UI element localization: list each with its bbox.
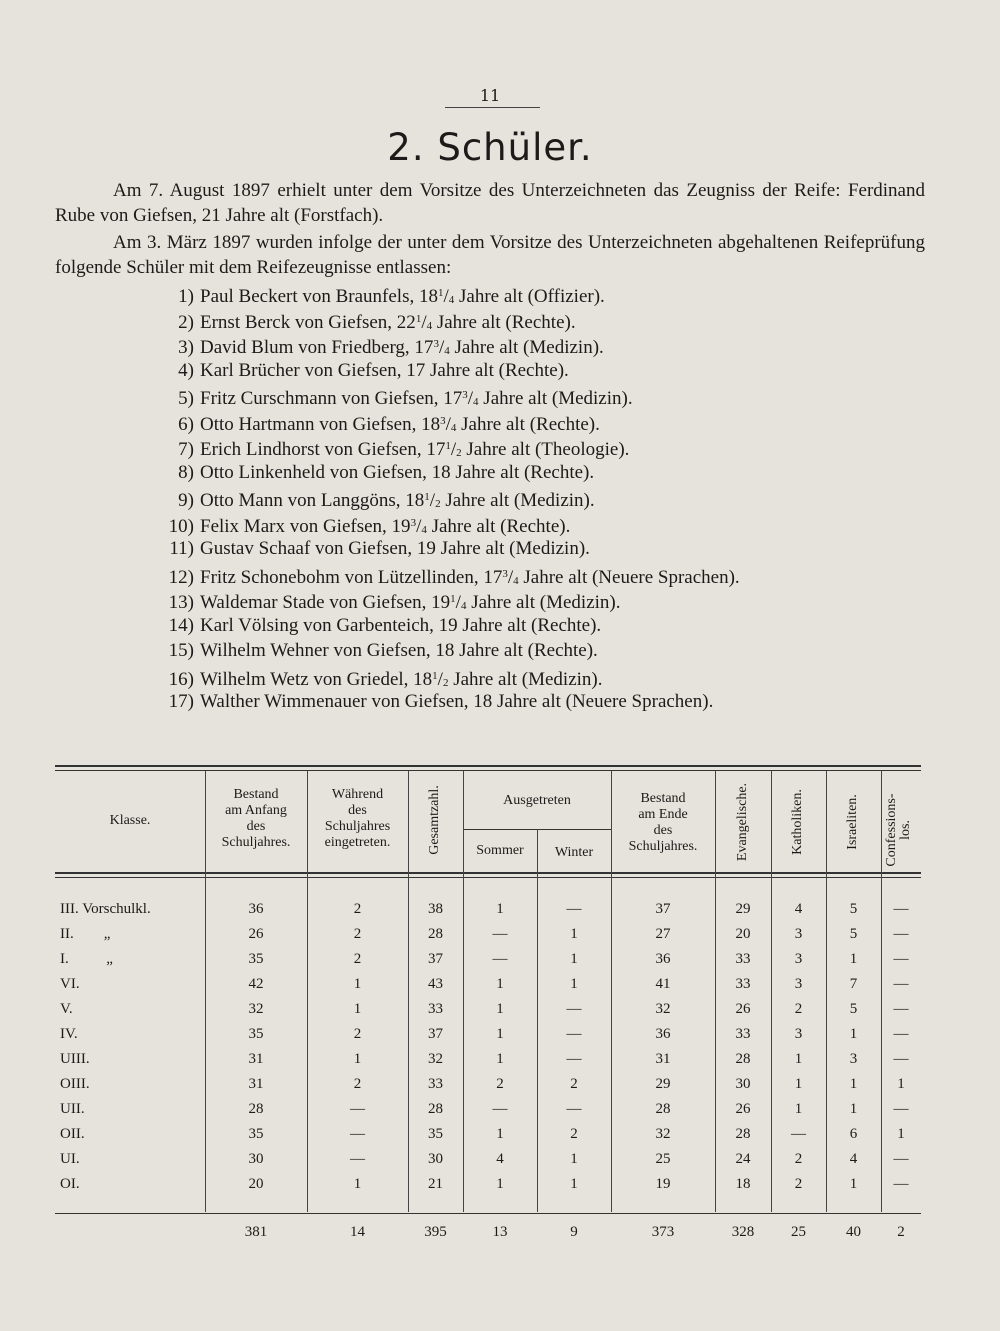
cell-klasse: UI. <box>60 1151 80 1167</box>
cell-klasse: VI. <box>60 976 80 992</box>
cell-eingetreten: 1 <box>353 1001 362 1017</box>
cell-isr: 1 <box>849 1026 858 1042</box>
header-evangelische: Evangelische. <box>735 782 750 862</box>
cell-eingetreten: 1 <box>353 1176 362 1192</box>
list-item-text: Wilhelm Wetz von Griedel, 18 <box>200 668 433 690</box>
total-gesamt: 395 <box>424 1224 447 1240</box>
cell-winter: — <box>566 1001 582 1017</box>
table-row <box>55 1047 921 1072</box>
fraction-denominator: 4 <box>450 421 457 434</box>
fraction-denominator: 4 <box>513 574 519 587</box>
cell-eingetreten: 2 <box>353 926 362 942</box>
fraction-numerator: 3 <box>410 516 417 529</box>
list-item-text: Karl Brücher von Giefsen, 17 Jahre alt (Rechte). <box>200 359 569 381</box>
fraction-numerator: 3 <box>433 338 439 350</box>
cell-ende: 19 <box>655 1176 671 1192</box>
header-line: los. <box>898 820 913 840</box>
cell-evang: 29 <box>735 901 751 917</box>
list-item-number: 4) <box>178 359 194 381</box>
cell-kath: 3 <box>794 951 803 967</box>
cell-klasse: OI. <box>60 1176 80 1192</box>
list-item-text: Fritz Curschmann von Giefsen, 17 <box>200 388 463 409</box>
header-line: des <box>348 803 367 818</box>
list-item: 16) Wilhelm Wetz von Griedel, $18^1/_2$ Jahre alt (Medizin). <box>150 664 740 690</box>
list-item-text: Otto Hartmann von Giefsen, 18 <box>200 413 441 435</box>
cell-evang: 28 <box>735 1126 751 1142</box>
cell-kath: 1 <box>794 1051 803 1067</box>
table-row <box>55 947 921 972</box>
list-item: 3) David Blum von Friedberg, $17^3/_4$ Jahre alt (Medizin). <box>150 332 740 358</box>
list-item-number: 11) <box>169 538 194 559</box>
list-item-text-rest: Jahre alt (Medizin). <box>440 490 595 511</box>
cell-sommer: — <box>492 951 508 967</box>
cell-ende: 32 <box>655 1001 671 1017</box>
cell-gesamt: 37 <box>428 951 443 967</box>
list-item-text-rest: Jahre alt (Neuere Sprachen). <box>518 566 740 588</box>
total-conf: 2 <box>897 1224 905 1240</box>
list-item <box>150 689 740 715</box>
cell-isr: 1 <box>849 1076 858 1092</box>
cell-ende: 36 <box>655 951 671 967</box>
fraction-denominator: 4 <box>448 294 455 306</box>
cell-klasse: UIII. <box>60 1051 90 1067</box>
cell-conf: — <box>893 1026 909 1042</box>
list-item <box>150 536 740 562</box>
table-row <box>55 897 921 922</box>
list-item <box>150 460 740 486</box>
cell-sommer: — <box>492 926 508 942</box>
header-line: Bestand <box>640 791 686 806</box>
list-item-number: 17) <box>168 691 194 712</box>
fraction-numerator: 1 <box>437 287 444 299</box>
list-item-number: 13) <box>168 592 194 613</box>
list-item-text: Otto Mann von Langgöns, 18 <box>200 490 425 511</box>
cell-evang: 18 <box>735 1176 751 1192</box>
cell-anfang: 42 <box>248 976 264 992</box>
cell-sommer: 1 <box>496 976 504 992</box>
list-item-text-rest: Jahre alt (Medizin). <box>466 592 621 613</box>
cell-winter: 1 <box>570 976 578 992</box>
cell-klasse: II. „ <box>60 926 111 942</box>
fraction-numerator: 3 <box>440 414 446 427</box>
fraction-denominator: 2 <box>456 447 462 459</box>
cell-gesamt: 33 <box>428 1076 443 1092</box>
cell-anfang: 30 <box>248 1151 264 1167</box>
cell-gesamt: 32 <box>428 1051 443 1067</box>
cell-gesamt: 35 <box>428 1126 443 1142</box>
student-list <box>150 281 740 715</box>
cell-ende: 31 <box>655 1051 671 1067</box>
cell-winter: 2 <box>570 1126 578 1142</box>
header-israeliten: Israeliten. <box>845 794 860 850</box>
list-item-number: 8) <box>178 461 194 483</box>
fraction-numerator: 1 <box>450 593 456 605</box>
list-item-text-rest: Jahre alt (Offizier). <box>454 286 605 307</box>
cell-gesamt: 38 <box>428 901 443 917</box>
cell-klasse: OIII. <box>60 1076 90 1092</box>
fraction-numerator: 1 <box>415 312 422 325</box>
list-item-text: Felix Marx von Giefsen, 19 <box>200 515 411 537</box>
list-item-text: Karl Völsing von Garbenteich, 19 Jahre alt (Rechte). <box>200 614 602 636</box>
list-item: 2) Ernst Berck von Giefsen, $22^1/_4$ Jahre alt (Rechte). <box>150 307 740 333</box>
table-row <box>55 1097 921 1122</box>
header-line: des <box>246 819 266 834</box>
cell-winter: 2 <box>570 1076 578 1092</box>
cell-evang: 28 <box>735 1051 751 1067</box>
cell-isr: 1 <box>849 1101 858 1117</box>
cell-anfang: 32 <box>248 1001 264 1017</box>
cell-sommer: 1 <box>496 901 504 917</box>
list-item: 7) Erich Lindhorst von Giefsen, $17^1/_2$ Jahre alt (Theologie). <box>150 434 740 460</box>
cell-winter: — <box>566 1051 582 1067</box>
list-item <box>150 638 740 664</box>
cell-isr: 1 <box>849 1176 858 1192</box>
list-item-text: David Blum von Friedberg, 17 <box>200 337 434 358</box>
list-item-number: 7) <box>178 439 194 460</box>
cell-winter: 1 <box>570 951 578 967</box>
fraction-denominator: 4 <box>460 600 467 612</box>
header-line: Schuljahres <box>324 819 391 834</box>
header-waehrend-eingetreten <box>307 787 408 851</box>
header-line: Bestand <box>233 787 279 802</box>
cell-kath: 3 <box>794 1026 803 1042</box>
table-row <box>55 1022 921 1047</box>
list-item-number: 15) <box>168 640 194 661</box>
header-line: Schuljahres. <box>221 835 291 850</box>
cell-anfang: 36 <box>248 901 264 917</box>
cell-gesamt: 28 <box>428 926 443 942</box>
table-totals-row <box>55 1220 921 1245</box>
cell-gesamt: 37 <box>428 1026 443 1042</box>
cell-winter: — <box>566 1026 582 1042</box>
list-item-text: Walther Wimmenauer von Giefsen, 18 Jahre alt (Neuere Sprachen). <box>200 691 714 712</box>
cell-winter: — <box>566 1101 582 1117</box>
cell-evang: 26 <box>735 1101 751 1117</box>
total-isr: 40 <box>846 1224 861 1240</box>
cell-kath: 1 <box>794 1101 803 1117</box>
cell-isr: 3 <box>849 1051 858 1067</box>
list-item: 5) Fritz Curschmann von Giefsen, $17^3/_4$ Jahre alt (Medizin). <box>150 383 740 409</box>
table-row <box>55 972 921 997</box>
cell-conf: 1 <box>897 1076 905 1092</box>
header-klasse: Klasse. <box>109 813 151 828</box>
section-heading: 2. Schüler. <box>387 126 593 169</box>
list-item-number: 10) <box>168 515 194 537</box>
list-item: 12) Fritz Schonebohm von Lützellinden, $17^3/_4$ Jahre alt (Neuere Sprachen). <box>150 562 740 588</box>
cell-kath: 4 <box>794 901 803 917</box>
cell-eingetreten: — <box>350 1151 365 1167</box>
cell-isr: 5 <box>849 1001 858 1017</box>
list-item: 13) Waldemar Stade von Giefsen, $19^1/_4$ Jahre alt (Medizin). <box>150 587 740 613</box>
fraction-denominator: 4 <box>426 319 433 332</box>
cell-evang: 33 <box>735 976 751 992</box>
total-winter: 9 <box>570 1224 578 1240</box>
cell-sommer: 1 <box>496 1026 504 1042</box>
cell-sommer: 1 <box>496 1001 504 1017</box>
cell-evang: 30 <box>735 1076 751 1092</box>
cell-isr: 7 <box>849 976 858 992</box>
header-line: eingetreten. <box>324 835 391 850</box>
cell-klasse: UII. <box>60 1101 85 1117</box>
list-item-number: 9) <box>178 490 194 511</box>
fraction-denominator: 4 <box>473 396 479 408</box>
cell-conf: — <box>893 901 909 917</box>
total-anfang: 381 <box>244 1224 268 1240</box>
list-item-number: 5) <box>178 388 194 409</box>
cell-ende: 41 <box>655 976 671 992</box>
cell-anfang: 31 <box>248 1076 264 1092</box>
cell-isr: 5 <box>849 926 858 942</box>
list-item-text-rest: Jahre alt (Rechte). <box>432 311 576 333</box>
cell-gesamt: 28 <box>428 1101 443 1117</box>
cell-ende: 25 <box>655 1151 671 1167</box>
fraction-denominator: 2 <box>435 498 441 510</box>
cell-kath: 2 <box>794 1001 803 1017</box>
list-item-text: Gustav Schaaf von Giefsen, 19 Jahre alt (Medizin). <box>200 538 590 559</box>
cell-evang: 33 <box>735 951 751 967</box>
list-item-text: Ernst Berck von Giefsen, 22 <box>200 311 416 333</box>
cell-anfang: 31 <box>248 1051 264 1067</box>
cell-anfang: 26 <box>248 926 264 942</box>
cell-eingetreten: 2 <box>353 951 362 967</box>
fraction-denominator: 4 <box>421 523 427 536</box>
list-item-number: 3) <box>178 337 194 358</box>
cell-ende: 36 <box>655 1026 671 1042</box>
list-item-text-rest: Jahre alt (Medizin). <box>448 668 603 690</box>
list-item <box>150 613 740 639</box>
cell-kath: 2 <box>794 1151 803 1167</box>
table-header-rule-thin <box>55 877 921 878</box>
cell-isr: 4 <box>849 1151 858 1167</box>
list-item-text: Waldemar Stade von Giefsen, 19 <box>200 592 451 613</box>
cell-anfang: 35 <box>248 1026 264 1042</box>
cell-conf: — <box>893 951 909 967</box>
class-statistics-table <box>55 765 921 1255</box>
table-row <box>55 997 921 1022</box>
cell-gesamt: 30 <box>428 1151 443 1167</box>
cell-winter: 1 <box>570 1176 578 1192</box>
total-ende: 373 <box>651 1224 675 1240</box>
list-item: 6) Otto Hartmann von Giefsen, $18^3/_4$ Jahre alt (Rechte). <box>150 409 740 435</box>
cell-eingetreten: 1 <box>353 1051 362 1067</box>
cell-klasse: OII. <box>60 1126 85 1142</box>
total-kath: 25 <box>791 1224 806 1240</box>
header-line: Während <box>331 787 384 802</box>
cell-eingetreten: 2 <box>353 1026 362 1042</box>
list-item-number: 6) <box>178 413 194 435</box>
table-top-rule-thin <box>55 770 921 771</box>
table-top-rule <box>55 765 921 767</box>
paragraph-reifezeugnis-august <box>55 178 925 228</box>
list-item-text: Otto Linkenheld von Giefsen, 18 Jahre alt (Rechte). <box>200 461 595 483</box>
header-line: des <box>653 823 673 838</box>
cell-conf: — <box>893 1001 909 1017</box>
list-item-number: 16) <box>168 668 194 690</box>
total-eingetreten: 14 <box>350 1224 365 1240</box>
cell-sommer: — <box>492 1101 508 1117</box>
cell-conf: — <box>893 1051 909 1067</box>
header-sommer: Sommer <box>476 843 524 858</box>
cell-gesamt: 21 <box>428 1176 443 1192</box>
cell-eingetreten: — <box>350 1126 365 1142</box>
cell-sommer: 1 <box>496 1051 504 1067</box>
cell-isr: 6 <box>849 1126 858 1142</box>
list-item-text: Fritz Schonebohm von Lützellinden, 17 <box>200 566 503 588</box>
table-row <box>55 1072 921 1097</box>
fraction-numerator: 1 <box>432 669 438 682</box>
cell-eingetreten: — <box>350 1101 365 1117</box>
cell-kath: 1 <box>794 1076 803 1092</box>
table-row <box>55 1172 921 1197</box>
cell-gesamt: 33 <box>428 1001 443 1017</box>
cell-eingetreten: 1 <box>353 976 362 992</box>
table-row <box>55 1122 921 1147</box>
cell-evang: 26 <box>735 1001 751 1017</box>
header-bestand-ende <box>611 791 715 855</box>
cell-klasse: III. Vorschulkl. <box>60 901 151 917</box>
cell-eingetreten: 2 <box>353 901 362 917</box>
cell-gesamt: 43 <box>428 976 443 992</box>
cell-anfang: 28 <box>248 1101 264 1117</box>
cell-conf: — <box>893 926 909 942</box>
cell-klasse: I. „ <box>60 951 113 967</box>
header-winter: Winter <box>554 845 594 860</box>
cell-klasse: V. <box>60 1001 73 1017</box>
list-item-text-rest: Jahre alt (Rechte). <box>426 515 571 537</box>
header-line: am Anfang <box>225 803 287 818</box>
cell-winter: — <box>566 901 582 917</box>
page-number: 11 <box>479 86 501 105</box>
cell-sommer: 2 <box>496 1076 504 1092</box>
cell-evang: 20 <box>735 926 751 942</box>
cell-ende: 29 <box>655 1076 671 1092</box>
fraction-numerator: 1 <box>424 491 430 503</box>
list-item: 1) Paul Beckert von Braunfels, $18^1/_4$ Jahre alt (Offizier). <box>150 281 740 307</box>
paragraph-reifepruefung-maerz <box>55 230 925 280</box>
list-item-text-rest: Jahre alt (Medizin). <box>449 337 604 358</box>
cell-conf: 1 <box>897 1126 905 1142</box>
cell-sommer: 4 <box>496 1151 504 1167</box>
total-sommer: 13 <box>492 1224 508 1240</box>
list-item-text: Wilhelm Wehner von Giefsen, 18 Jahre alt (Rechte). <box>200 640 598 661</box>
cell-anfang: 20 <box>248 1176 264 1192</box>
list-item-text: Erich Lindhorst von Giefsen, 17 <box>200 439 446 460</box>
fraction-numerator: 3 <box>462 389 468 401</box>
cell-eingetreten: 2 <box>353 1076 362 1092</box>
cell-isr: 1 <box>849 951 858 967</box>
list-item-number: 1) <box>178 286 194 307</box>
cell-sommer: 1 <box>496 1126 504 1142</box>
table-row <box>55 1147 921 1172</box>
cell-sommer: 1 <box>496 1176 504 1192</box>
list-item-number: 2) <box>178 311 194 333</box>
cell-winter: 1 <box>570 1151 578 1167</box>
header-line: Confessions- <box>884 793 899 867</box>
cell-evang: 33 <box>735 1026 751 1042</box>
table-totals-rule <box>55 1213 921 1214</box>
total-evang: 328 <box>731 1224 755 1240</box>
list-item-text-rest: Jahre alt (Theologie). <box>461 439 630 460</box>
cell-conf: — <box>893 1176 909 1192</box>
cell-kath: 3 <box>794 926 803 942</box>
cell-klasse: IV. <box>60 1026 78 1042</box>
cell-kath: — <box>791 1126 806 1142</box>
list-item-number: 14) <box>168 614 194 636</box>
table-header-rule <box>55 872 921 874</box>
header-gesamtzahl: Gesamtzahl. <box>427 785 442 855</box>
fraction-numerator: 1 <box>445 440 451 452</box>
paragraph1-text: Am 7. August 1897 erhielt unter dem Vorsitze des Unterzeichneten das Zeugniss der Reife: Ferdinand Rube von Giefsen, 21 Jahre alt (Forstfach). <box>55 180 925 226</box>
list-item: 10) Felix Marx von Giefsen, $19^3/_4$ Jahre alt (Rechte). <box>150 511 740 537</box>
header-line: am Ende <box>638 807 688 822</box>
fraction-numerator: 3 <box>502 567 508 580</box>
cell-anfang: 35 <box>248 951 264 967</box>
page-number-rule <box>445 107 540 108</box>
cell-kath: 3 <box>794 976 803 992</box>
cell-ende: 32 <box>655 1126 671 1142</box>
header-confessionslos <box>885 780 915 880</box>
cell-isr: 5 <box>849 901 858 917</box>
cell-anfang: 35 <box>248 1126 264 1142</box>
cell-conf: — <box>893 976 909 992</box>
header-bestand-anfang <box>205 787 307 851</box>
cell-evang: 24 <box>735 1151 751 1167</box>
cell-winter: 1 <box>570 926 578 942</box>
fraction-denominator: 2 <box>442 676 449 689</box>
cell-ende: 37 <box>655 901 671 917</box>
cell-kath: 2 <box>794 1176 803 1192</box>
list-item <box>150 358 740 384</box>
list-item-text-rest: Jahre alt (Rechte). <box>456 413 600 435</box>
list-item-number: 12) <box>168 566 194 588</box>
cell-conf: — <box>893 1151 909 1167</box>
list-item-text-rest: Jahre alt (Medizin). <box>478 388 633 409</box>
list-item: 9) Otto Mann von Langgöns, $18^1/_2$ Jahre alt (Medizin). <box>150 485 740 511</box>
paragraph2-text: Am 3. März 1897 wurden infolge der unter dem Vorsitze des Unterzeichneten abgehaltenen Reifeprüfung folgende Schüler mit dem Reifezeugnisse entlassen: <box>55 232 925 278</box>
cell-ende: 27 <box>655 926 671 942</box>
list-item-text: Paul Beckert von Braunfels, 18 <box>200 286 438 307</box>
table-row <box>55 922 921 947</box>
fraction-denominator: 4 <box>444 345 450 357</box>
cell-conf: — <box>893 1101 909 1117</box>
header-line: Schuljahres. <box>628 839 698 854</box>
header-ausgetreten: Ausgetreten <box>503 793 571 808</box>
header-katholiken: Katholiken. <box>790 789 805 855</box>
cell-ende: 28 <box>655 1101 671 1117</box>
